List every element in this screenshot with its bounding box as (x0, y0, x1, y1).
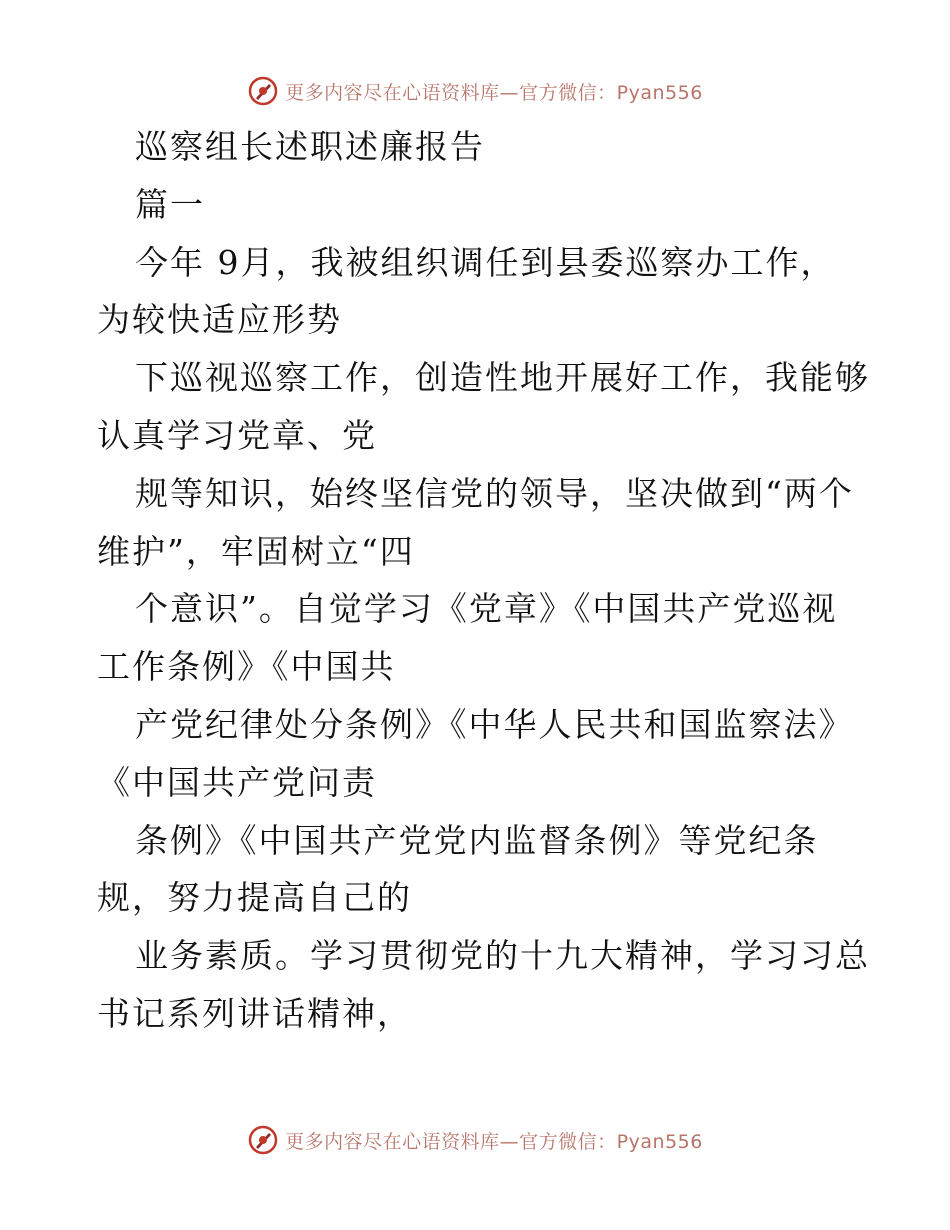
paragraph-line: 规，努力提高自己的 (97, 878, 412, 918)
watermark-text: 更多内容尽在心语资料库—官方微信：Pyan556 (285, 1130, 703, 1153)
document-title: 巡察组长述职述廉报告 (135, 127, 485, 166)
paragraph-line: 今年 9月，我被组织调任到县委巡察办工作， (135, 242, 836, 282)
paragraph-line: 个意识”。自觉学习《党章》《中国共产党巡视 (135, 589, 838, 629)
watermark-logo-icon (247, 75, 279, 107)
paragraph-line: 为较快适应形势 (97, 300, 342, 340)
watermark-logo-icon (247, 1124, 279, 1156)
document-body (97, 118, 870, 1043)
paragraph-line: 业务素质。学习贯彻党的十九大精神，学习习总 (135, 936, 870, 976)
watermark-footer (0, 1120, 950, 1160)
paragraph-line: 下巡视巡察工作，创造性地开展好工作，我能够 (135, 358, 870, 398)
paragraph-line: 工作条例》《中国共 (97, 647, 396, 687)
paragraph-line: 《中国共产党问责 (97, 762, 377, 802)
paragraph-line: 产党纪律处分条例》《中华人民共和国监察法》 (135, 704, 854, 744)
section-heading: 篇一 (135, 184, 205, 224)
paragraph-line: 认真学习党章、党 (97, 415, 377, 455)
paragraph-line: 维护”，牢固树立“四 (97, 531, 415, 571)
paragraph-line: 规等知识，始终坚信党的领导，坚决做到“两个 (135, 473, 854, 513)
paragraph-line: 书记系列讲话精神， (97, 993, 412, 1033)
watermark-text: 更多内容尽在心语资料库—官方微信：Pyan556 (285, 81, 703, 104)
watermark-header (0, 71, 950, 111)
paragraph-line: 条例》《中国共产党党内监督条例》等党纪条 (135, 820, 819, 860)
